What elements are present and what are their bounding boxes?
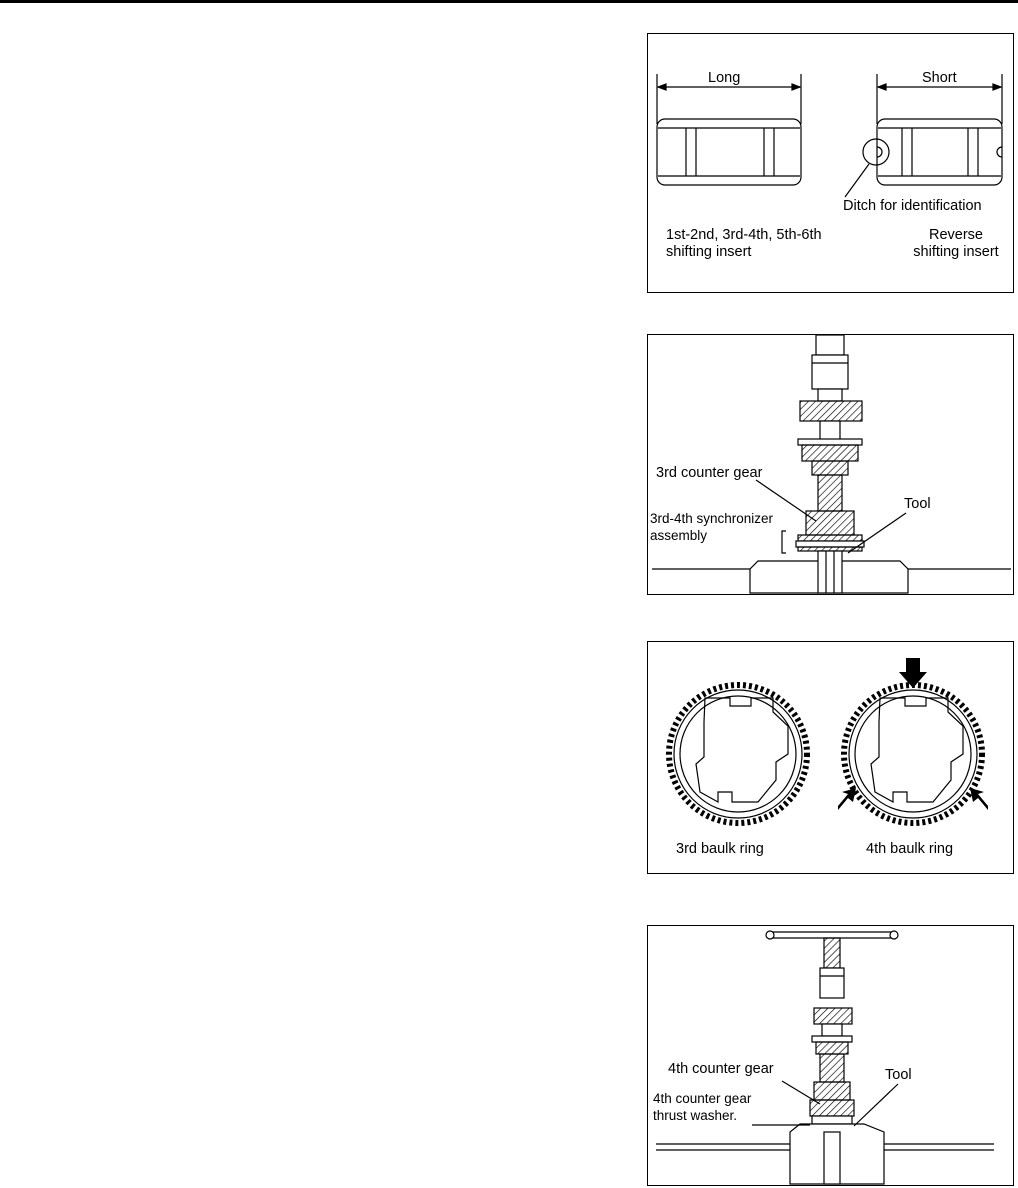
right-insert-label: Reverse shifting insert — [913, 227, 999, 260]
long-label: Long — [708, 70, 741, 86]
figure-4th-counter-gear — [647, 925, 1014, 1186]
tool-4th-label: Tool — [885, 1067, 912, 1083]
counter-gear-4th-label: 4th counter gear — [668, 1061, 774, 1077]
left-insert-label: 1st-2nd, 3rd-4th, 5th-6th shifting insert — [666, 227, 822, 260]
gear-press-drawing-4th — [648, 926, 1015, 1187]
figure-baulk-rings — [647, 641, 1014, 874]
thrust-washer-label: 4th counter gear thrust washer. — [653, 1091, 752, 1123]
short-label: Short — [922, 70, 957, 86]
counter-gear-label: 3rd counter gear — [656, 465, 763, 481]
ring-4th-label: 4th baulk ring — [866, 841, 954, 857]
tool-label: Tool — [904, 496, 931, 512]
header-rule — [0, 0, 1018, 3]
ditch-label: Ditch for identification — [843, 198, 982, 214]
figure-3rd-counter-gear — [647, 334, 1014, 595]
ring-3rd-label: 3rd baulk ring — [676, 841, 764, 857]
synchronizer-label: 3rd-4th synchronizer assembly — [650, 511, 774, 543]
figure-shifting-inserts — [647, 33, 1014, 293]
